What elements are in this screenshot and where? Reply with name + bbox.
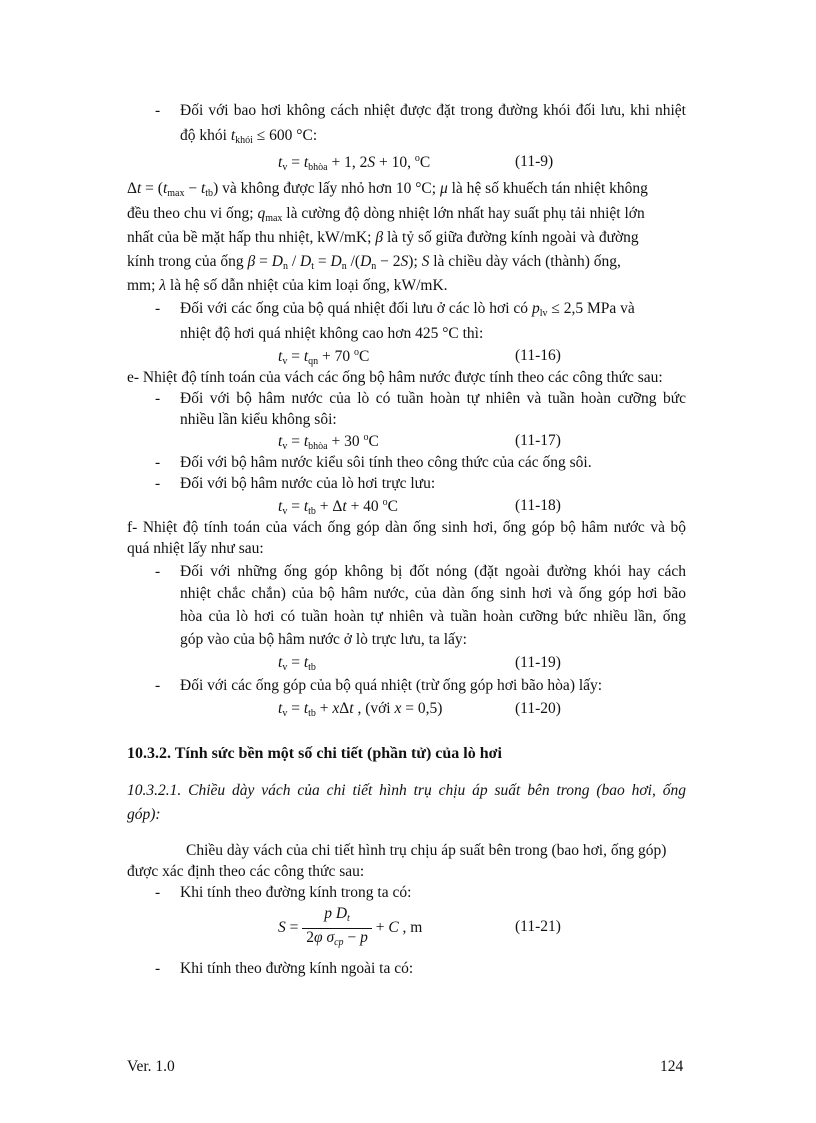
text-line: hòa của lò hơi có tuần hoàn tự nhiên và tuần hoàn cưỡng bức nhiều lần, ống — [180, 608, 686, 625]
equation-11-18: $t_v = t_{tb} + \Delta t + 40$ $^o$C — [278, 497, 398, 517]
equation-label: (11-16) — [515, 347, 561, 364]
text-fragment: ≤ 600 °C: — [256, 127, 318, 144]
text-line: Đối với bao hơi không cách nhiệt được đặt trong đường khói đối lưu, khi nhiệt — [180, 102, 686, 119]
text-fragment: đều theo chu vi ống; — [127, 205, 254, 222]
section-heading: 10.3.2. Tính sức bền một số chi tiết (phần tử) của lò hơi — [127, 745, 502, 762]
text-line: Đối với các ống góp của bộ quá nhiệt (trừ ống góp hơi bão hòa) lấy: — [180, 677, 603, 694]
text-fragment: kính trong của ống — [127, 253, 244, 270]
subsection-heading: 10.3.2.1. Chiều dày vách của chi tiết hình trụ chịu áp suất bên trong (bao hơi, ống — [127, 782, 686, 799]
equation-11-20: $t_v = t_{tb} + x\Delta t$ , (với x = 0,5) — [278, 700, 443, 719]
equation-11-17: $t_v = t_{bhòa} + 30$ $^o$C — [278, 432, 379, 452]
text-fragment: là cường độ dòng nhiệt lớn nhất hay suất phụ tải nhiệt lớn — [286, 205, 645, 222]
text-line: được xác định theo các công thức sau: — [127, 863, 365, 880]
page-number: 124 — [660, 1058, 684, 1075]
equation-11-21: S = $\frac{p D_t}{2\varphi \sigma_{cp} - p}$ + C , m — [278, 905, 423, 948]
text-line: độ khói $t_{khói} \le 600$ °C: — [180, 127, 318, 146]
bullet-dash: - — [155, 390, 161, 407]
text-line: Khi tính theo đường kính ngoài ta có: — [180, 960, 414, 977]
text-line: e- Nhiệt độ tính toán của vách các ống bộ hâm nước được tính theo các công thức sau: — [127, 369, 663, 386]
text-line: góp vào của bộ hâm nước ở lò trực lưu, ta lấy: — [180, 631, 467, 648]
bullet-dash: - — [155, 884, 161, 901]
text-line: f- Nhiệt độ tính toán của vách ống góp dàn ống sinh hơi, ống góp bộ hâm nước và bộ — [127, 519, 686, 536]
text-fragment: là tỷ số giữa đường kính ngoài và đường — [386, 229, 639, 246]
bullet-dash: - — [155, 300, 161, 317]
bullet-dash: - — [155, 563, 161, 580]
text-line: nhiệt chắc chắn) của bộ hâm nước, của dàn ống sinh hơi và ống góp hơi bão — [180, 585, 686, 602]
text-line: Khi tính theo đường kính trong ta có: — [180, 884, 412, 901]
text-fragment: , (với — [357, 700, 391, 717]
text-line: Đối với bộ hâm nước của lò có tuần hoàn tự nhiên và tuần hoàn cưỡng bức — [180, 390, 686, 407]
subsection-heading: góp): — [127, 806, 161, 823]
bullet-dash: - — [155, 454, 161, 471]
text-fragment: là chiều dày vách (thành) ống, — [433, 253, 621, 270]
text-line: Đối với các ống của bộ quá nhiệt đối lưu ở các lò hơi có $p_{lv} \le 2,5$ MPa và — [180, 300, 635, 319]
equation-11-19: $t_v = t_{tb}$ — [278, 654, 316, 673]
text-line: Đối với bộ hâm nước của lò hơi trực lưu: — [180, 475, 436, 492]
text-line: quá nhiệt lấy như sau: — [127, 540, 264, 557]
text-line: Đối với những ống góp không bị đốt nóng (đặt ngoài đường khói hay cách — [180, 563, 686, 580]
text-fragment: Đối với các ống của bộ quá nhiệt đối lưu ở các lò hơi có — [180, 300, 529, 317]
equation-label: (11-9) — [515, 153, 554, 170]
bullet-dash: - — [155, 475, 161, 492]
text-line: Chiều dày vách của chi tiết hình trụ chịu áp suất bên trong (bao hơi, ống góp) — [186, 842, 667, 859]
text-fragment: ≤ 2,5 MPa và — [551, 300, 635, 317]
text-line: $\Delta t = (t_{max} - t_{tb})$ và không được lấy nhỏ hơn 10 °C; μ là hệ số khuếch tán nhiệt không — [127, 180, 648, 199]
text-line: nhiệt độ hơi quá nhiệt không cao hơn 425 °C thì: — [180, 325, 484, 342]
footer-version: Ver. 1.0 — [127, 1058, 175, 1075]
text-fragment: là hệ số dẫn nhiệt của kim loại ống, kW/mK. — [169, 277, 448, 294]
equation-11-9: $t_v = t_{bhòa} + 1$, 2S + 10, $^o$C — [278, 153, 431, 173]
text-fragment: độ khói — [180, 127, 227, 144]
equation-11-16: $t_v = t_{qn} + 70$ $^o$C — [278, 347, 370, 367]
equation-label: (11-17) — [515, 432, 561, 449]
equation-label: (11-20) — [515, 700, 561, 717]
text-fragment: là hệ số khuếch tán nhiệt không — [451, 180, 648, 197]
text-line: đều theo chu vi ống; $q_{max}$ là cường độ dòng nhiệt lớn nhất hay suất phụ tải nhiệt lớn — [127, 205, 645, 224]
text-fragment: và không được lấy nhỏ hơn 10 °C; — [222, 180, 437, 197]
bullet-dash: - — [155, 677, 161, 694]
equation-label: (11-18) — [515, 497, 561, 514]
text-line: Đối với bộ hâm nước kiểu sôi tính theo công thức của các ống sôi. — [180, 454, 592, 471]
bullet-dash: - — [155, 960, 161, 977]
bullet-dash: - — [155, 102, 161, 119]
text-fragment: , m — [402, 919, 423, 937]
equation-label: (11-19) — [515, 654, 561, 671]
text-line: nhiều lần kiểu không sôi: — [180, 411, 337, 428]
text-line: mm; λ là hệ số dẫn nhiệt của kim loại ống, kW/mK. — [127, 277, 448, 294]
text-line: kính trong của ống $\beta = D_n / D_t = D_n$ $/(D_n - 2S)$; S là chiều dày vách (thành) ống, — [127, 253, 621, 272]
text-fragment: nhất của bề mặt hấp thu nhiệt, kW/mK; — [127, 229, 372, 246]
equation-label: (11-21) — [515, 918, 561, 935]
text-line: nhất của bề mặt hấp thu nhiệt, kW/mK; β là tỷ số giữa đường kính ngoài và đường — [127, 229, 639, 246]
